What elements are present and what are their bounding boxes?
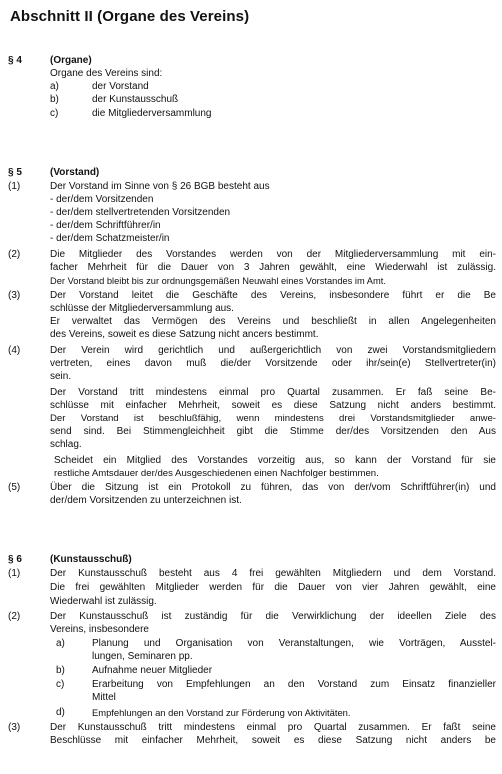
- sub-item-text: Planung und Organisation von Veranstaltungen, wie Vorträgen, Ausstel-: [92, 638, 496, 649]
- clause-line: send sind. Bei Stimmengleichheit gibt die Stimme der/des Vorsitzenden den Aus: [50, 426, 496, 437]
- sub-item-text: Aufnahme neuer Mitglieder: [92, 665, 213, 676]
- list-item-text: der Kunstausschuß: [92, 94, 179, 105]
- list-item-label: b): [50, 94, 59, 105]
- clause-line: Der Vorstand ist beschlußfähig, wenn mindestens drei Vorstandsmitglieder anwe-: [50, 413, 496, 424]
- sub-item-label: a): [56, 638, 65, 649]
- paragraph-6-heading: (Kunstausschuß): [50, 554, 132, 565]
- clause-line: schlüsse der Mitgliederversammlung aus.: [50, 303, 234, 314]
- clause-line: - der/dem stellvertretenden Vorsitzenden: [50, 207, 231, 218]
- sub-item-text: Erarbeitung von Empfehlungen an den Vorstand zum Einsatz finanzieller: [92, 679, 496, 690]
- paragraph-4-number: § 4: [8, 55, 22, 66]
- paragraph-5-heading: (Vorstand): [50, 167, 100, 178]
- clause-line: Wiederwahl ist zulässig.: [50, 596, 157, 607]
- clause-line: Über die Sitzung ist ein Protokoll zu führen, das von der/vom Schriftführer(in) und: [50, 482, 496, 493]
- clause-line: vertreten, eines davon muß die/der Vorsitzende oder ihr/sein(e) Stellvertreter(in): [50, 358, 496, 369]
- clause-line: Scheidet ein Mitglied des Vorstandes vorzeitig aus, so kann der Vorstand für sie: [54, 455, 496, 466]
- clause-line: der/dem Vorsitzenden zu unterzeichnen ist.: [50, 495, 242, 506]
- clause-line: des Vereins, soweit es diese Satzung nicht ancers bestimmt.: [50, 329, 319, 340]
- clause-line: Er verwaltet das Vermögen des Vereins und beschließt in allen Angelegenheiten: [50, 316, 496, 327]
- clause-line: Die frei gewählten Mitglieder werden für die Dauer von vier Jahren gewählt, eine: [50, 582, 496, 593]
- sub-item-label: c): [56, 679, 65, 690]
- clause-line: Der Verein wird gerichtlich und außergerichtlich von zwei Vorstandsmitgliedern: [50, 345, 496, 356]
- sub-item-label: d): [56, 707, 65, 718]
- list-item-label: a): [50, 81, 59, 92]
- clause-number: (1): [8, 181, 21, 192]
- clause-number: (1): [8, 568, 21, 579]
- clause-line: Der Kunstausschuß ist zuständig für die Verwirklichung der ideellen Ziele des: [50, 611, 496, 622]
- clause-number: (2): [8, 249, 21, 260]
- clause-line: Der Vorstand im Sinne von § 26 BGB besteht aus: [50, 181, 270, 192]
- clause-line: Die Mitglieder des Vorstandes werden von der Mitgliederversammlung mit ein-: [50, 249, 496, 260]
- clause-line: Der Vorstand tritt mindestens einmal pro Quartal zusammen. Er faß seine Be-: [50, 387, 496, 398]
- clause-number: (5): [8, 482, 21, 493]
- sub-item-text: Empfehlungen an den Vorstand zur Förderung von Aktivitäten.: [92, 707, 351, 718]
- clause-line: Der Vorstand bleibt bis zur ordnungsgemäßen Neuwahl eines Vorstandes im Amt.: [50, 276, 386, 286]
- list-item-label: c): [50, 108, 59, 119]
- sub-item-text: lungen, Seminaren pp.: [92, 651, 193, 662]
- list-item-text: der Vorstand: [92, 81, 149, 92]
- clause-line: restliche Amtsdauer der/des Ausgeschiedenen einen Nachfolger bestimmen.: [54, 468, 379, 479]
- sub-item-text: Mittel: [92, 692, 116, 703]
- clause-line: facher Mehrheit für die Dauer von 3 Jahren gewählt, eine Wiederwahl ist zulässig.: [50, 262, 496, 273]
- clause-number: (3): [8, 722, 21, 733]
- list-item-text: die Mitgliederversammlung: [92, 108, 212, 119]
- paragraph-5-number: § 5: [8, 167, 22, 178]
- clause-line: Der Kunstausschuß tritt mindestens einmal pro Quartal zusammen. Er faßt seine: [50, 722, 496, 733]
- clause-line: schlag.: [50, 439, 82, 450]
- clause-line: - der/dem Vorsitzenden: [50, 194, 154, 205]
- section-title: Abschnitt II (Organe des Vereins): [10, 8, 250, 25]
- clause-line: Beschlüsse mit einfacher Mehrheit, soweit es diese Satzung nicht anders be: [50, 735, 496, 746]
- paragraph-6-number: § 6: [8, 554, 22, 565]
- paragraph-4-heading: (Organe): [50, 55, 92, 66]
- clause-number: (4): [8, 345, 21, 356]
- clause-line: Der Kunstausschuß besteht aus 4 frei gewählten Mitgliedern und dem Vorstand.: [50, 568, 496, 579]
- clause-line: Der Vorstand leitet die Geschäfte des Vereins, insbesondere führt er die Be: [50, 290, 496, 301]
- clause-line: sein.: [50, 371, 72, 382]
- clause-line: - der/dem Schriftführer/in: [50, 220, 161, 231]
- sub-item-label: b): [56, 665, 65, 676]
- clause-line: Vereins, insbesondere: [50, 624, 149, 635]
- clause-line: schlüsse mit einfacher Mehrheit, soweit es diese Satzung nicht anders bestimmt.: [50, 400, 496, 411]
- paragraph-4-intro: Organe des Vereins sind:: [50, 68, 163, 79]
- clause-number: (3): [8, 290, 21, 301]
- clause-line: - der/dem Schatzmeister/in: [50, 233, 170, 244]
- clause-number: (2): [8, 611, 21, 622]
